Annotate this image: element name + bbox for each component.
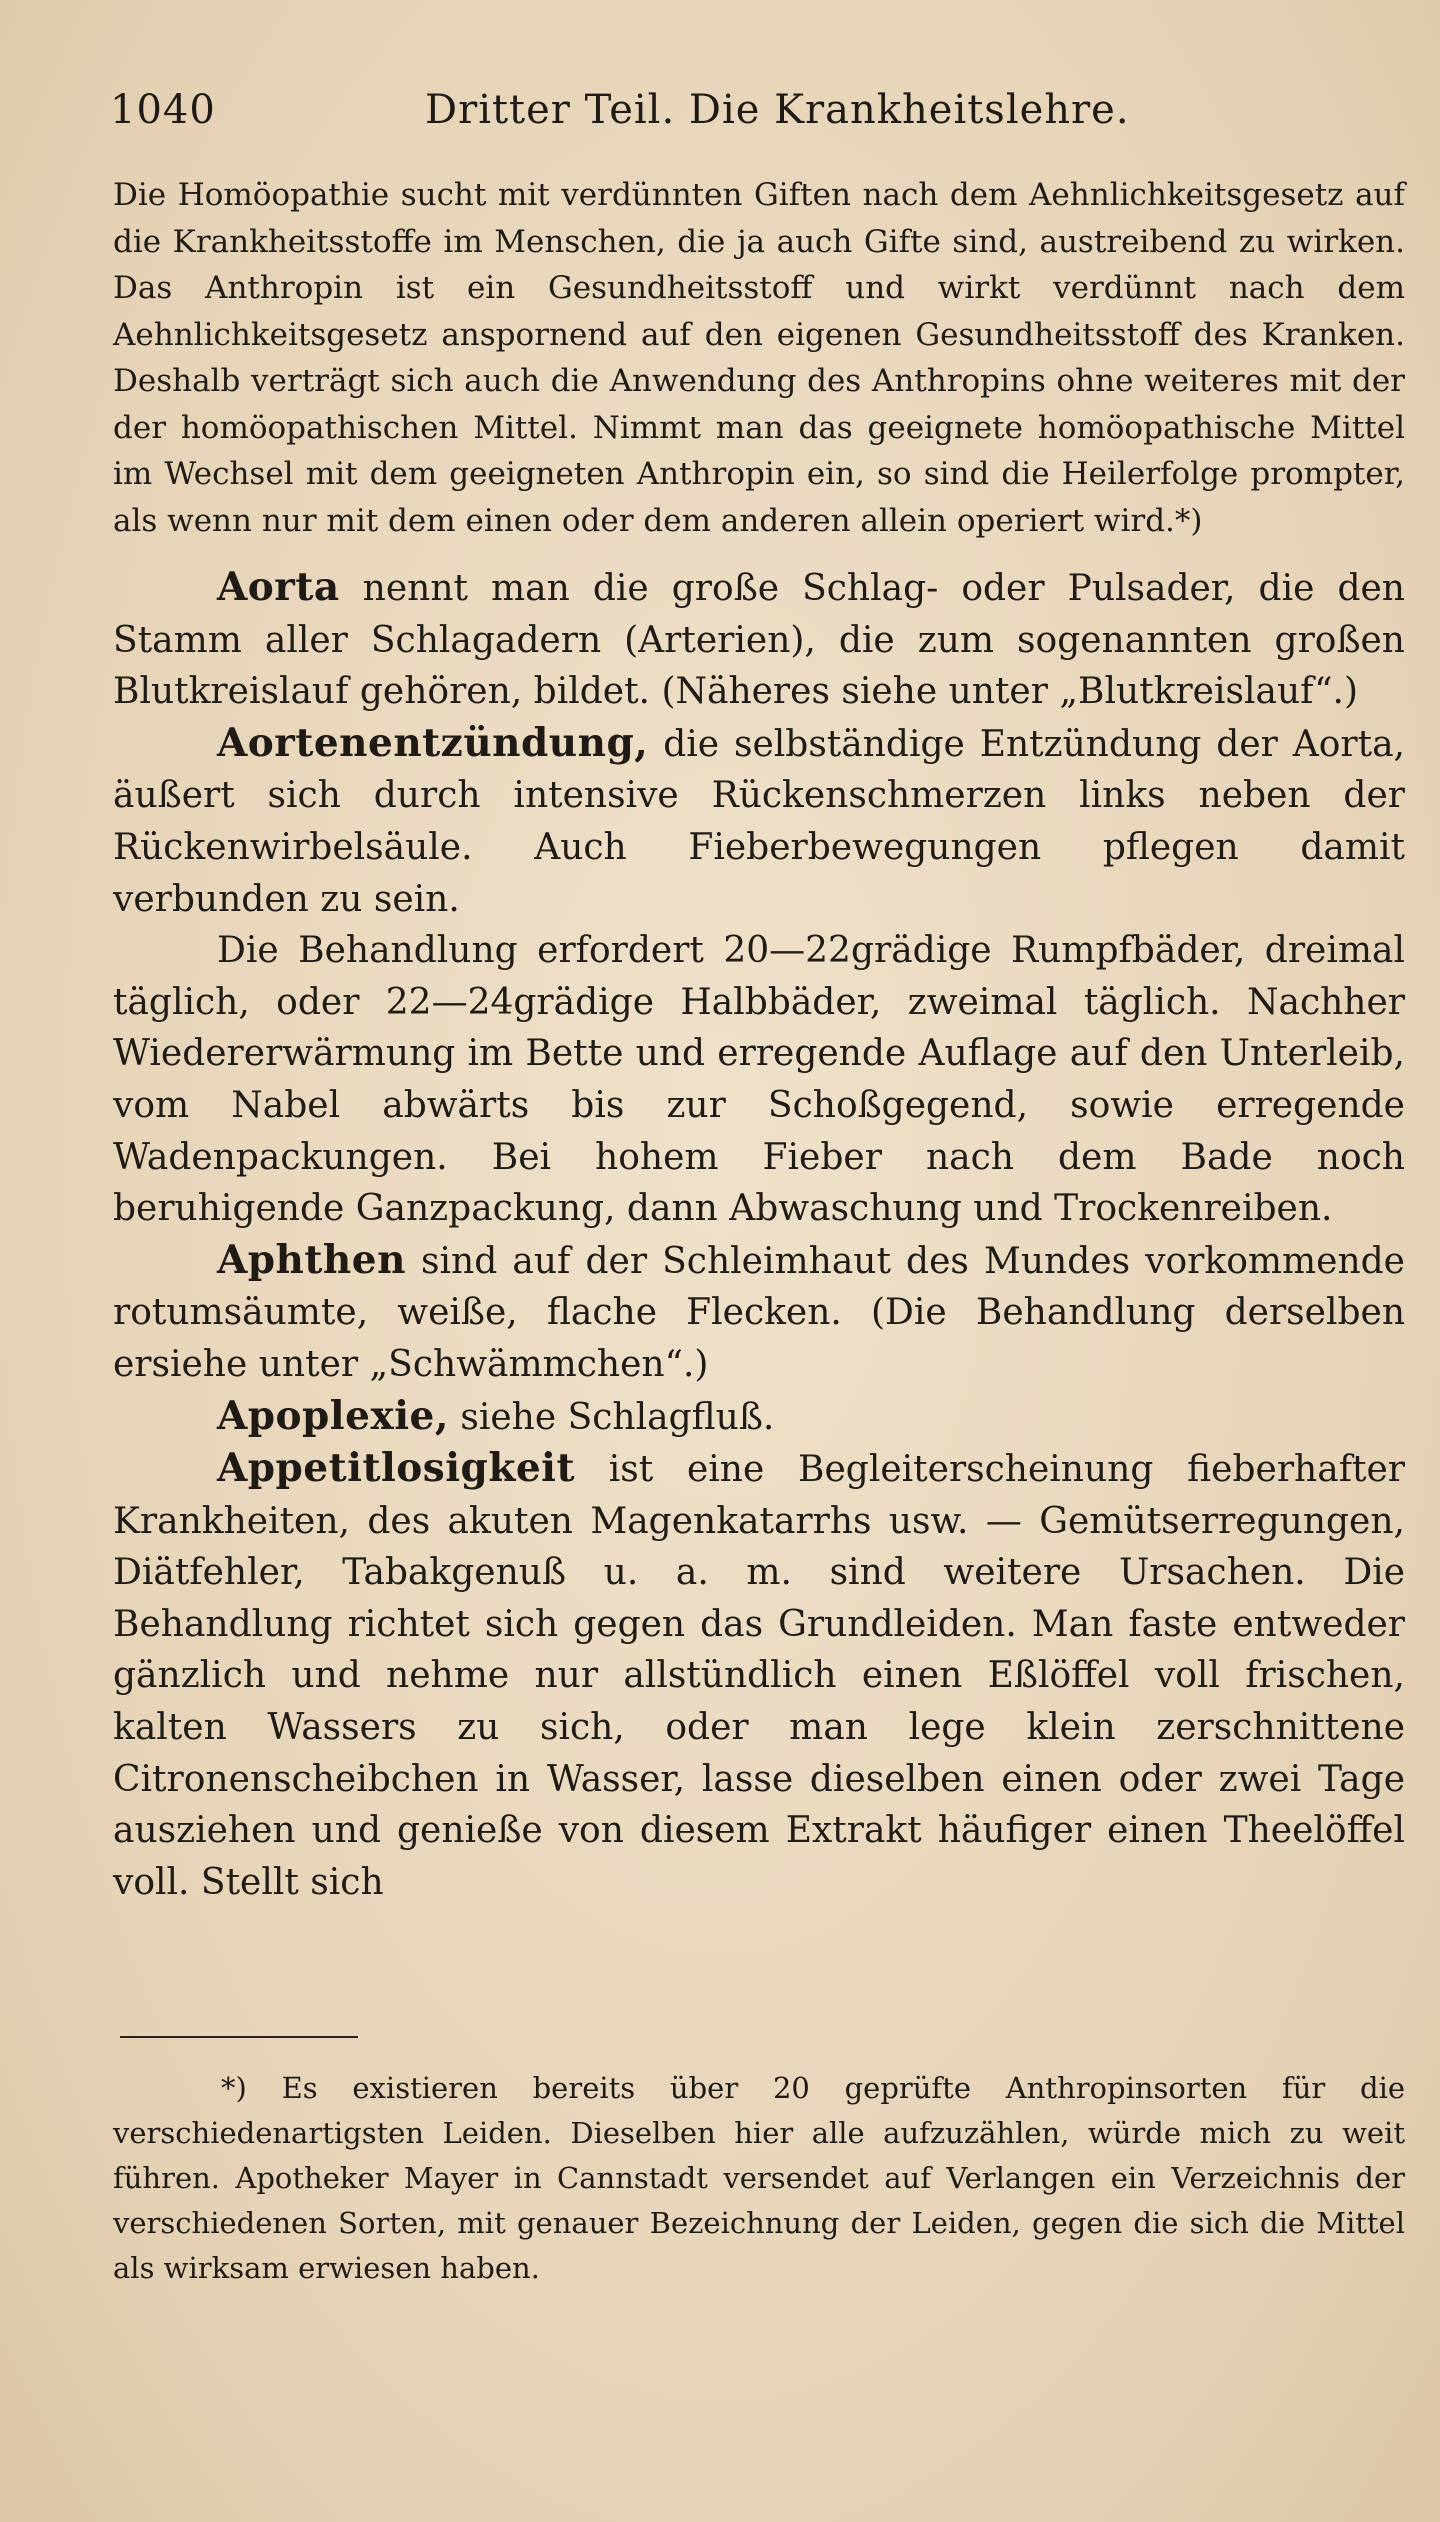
- intro-paragraph: Die Homöopathie sucht mit verdünnten Giften nach dem Aehnlichkeitsgesetz auf die Krankheitsstoffe im Menschen, die ja auch Gifte sind, austreibend zu wirken. Das Anthropin ist ein Gesundheitsstoff und wirkt verdünnt nach dem Aehnlichkeitsgesetz anspornend auf den eigenen Gesundheitsstoff des Kranken. Deshalb verträgt sich auch die Anwendung des Anthropins ohne weiteres mit der der homöopathischen Mittel. Nimmt man das geeignete homöopathische Mittel im Wechsel mit dem geeigneten Anthropin ein, so sind die Heilerfolge prompter, als wenn nur mit dem einen oder dem anderen allein operiert wird.*): [113, 177, 1405, 539]
- footnote-mark: *): [221, 2071, 247, 2105]
- treatment-paragraph: Die Behandlung erfordert 20—22grädige Rumpfbäder, dreimal täglich, oder 22—24grädige Halbbäder, zweimal täglich. Nachher Wiedererwärmung im Bette und erregende Auflage auf den Unterleib, vom Nabel abwärts bis zur Schoßgegend, sowie erregende Wadenpackungen. Bei hohem Fieber nach dem Bade noch beruhigende Ganzpackung, dann Abwaschung und Trockenreiben.: [113, 930, 1405, 1230]
- entry-apoplexie: [113, 1391, 1405, 1444]
- entry-text: ist eine Begleiterscheinung fieberhafter Krankheiten, des akuten Magenkatarrhs usw. — Gemütserregungen, Diätfehler, Tabakgenuß u. a. m. sind weitere Ursachen. Die Behandlung richtet sich gegen das Grundleiden. Man faste entweder gänzlich und nehme nur allstündlich einen Eßlöffel voll frischen, kalten Wassers zu sich, oder man lege klein zerschnittene Citronenscheibchen in Wasser, lasse dieselben einen oder zwei Tage ausziehen und genieße von diesem Extrakt häufiger einen Theelöffel voll. Stellt sich: [113, 1449, 1405, 1903]
- entry-lemma: Aorta: [217, 564, 340, 610]
- entry-appetitlosigkeit: [113, 1443, 1405, 1908]
- entry-lemma: Aortenentzündung,: [217, 719, 649, 766]
- entry-lemma: Aphthen: [217, 1236, 406, 1283]
- entry-text: nennt man die große Schlag- oder Pulsader, die den Stamm aller Schlagadern (Arterien), die zum sogenannten großen Blutkreislauf gehören, bildet. (Näheres siehe unter „Blutkreislauf“.): [113, 568, 1405, 713]
- footnote-text: Es existieren bereits über 20 geprüfte Anthropinsorten für die verschiedenartigsten Leiden. Dieselben hier alle aufzuzählen, würde mich zu weit führen. Apotheker Mayer in Cannstadt versendet auf Verlangen ein Verzeichnis der verschiedenen Sorten, mit genauer Bezeichnung der Leiden, gegen die sich die Mittel als wirksam erwiesen haben.: [113, 2071, 1406, 2285]
- body-text: [113, 172, 1405, 1908]
- entry-text: die selbständige Entzündung der Aorta, äußert sich durch intensive Rückenschmerzen links neben der Rückenwirbelsäule. Auch Fieberbewegungen pflegen damit verbunden zu sein.: [113, 723, 1405, 920]
- running-title: Dritter Teil. Die Krankheitslehre.: [425, 87, 1130, 133]
- page-number: 1040: [110, 87, 216, 133]
- footnote: [113, 2066, 1405, 2291]
- entry-aorta: [113, 562, 1405, 718]
- entry-lemma: Appetitlosigkeit: [217, 1445, 575, 1492]
- page-header: [110, 80, 1400, 140]
- entry-aphthen: [113, 1235, 1405, 1391]
- entry-aortenentzuendung: [113, 718, 1405, 925]
- entry-lemma: Apoplexie,: [217, 1392, 449, 1439]
- entry-text: siehe Schlagfluß.: [460, 1396, 775, 1438]
- footnote-rule: [120, 2036, 358, 2038]
- entry-text: sind auf der Schleimhaut des Mundes vorkommende rotumsäumte, weiße, flache Flecken. (Die Behandlung derselben ersiehe unter „Schwämmchen“.): [113, 1240, 1405, 1385]
